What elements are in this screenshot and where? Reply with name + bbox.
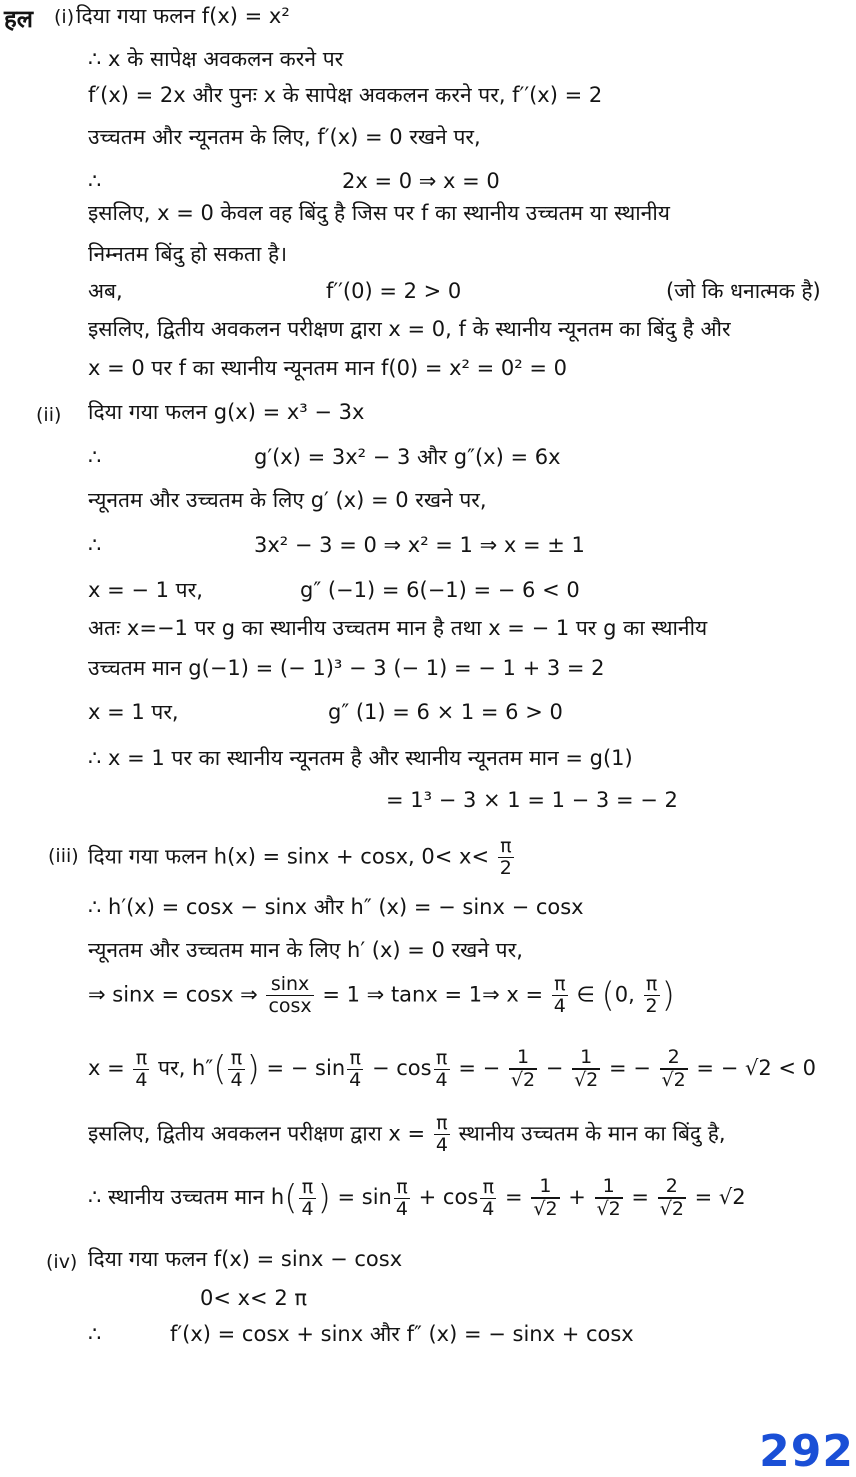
fraction-pi-over-4: $\frac{\pi}{4}$ [482,1175,495,1220]
line-18: g″ (1) = 6 × 1 = 6 > 0 [328,700,563,724]
line-29: 0< x< 2 π [200,1286,308,1310]
line-16: अतः x=−1 पर g का स्थानीय उच्चतम मान है तथा x = − 1 पर g का स्थानीय [88,616,708,640]
line-9: इसलिए, द्वितीय अवकलन परीक्षण द्वारा x = 0, f के स्थानीय न्यूनतम का बिंदु है और [88,317,731,341]
fraction-pi-over-4: $\frac{\pi}{4}$ [435,1046,448,1091]
line-13: न्यूनतम और उच्चतम के लिए g′ (x) = 0 रखने पर, [88,488,487,512]
line-19: ∴ x = 1 पर का स्थानीय न्यूनतम है और स्थानीय न्यूनतम मान = g(1) [88,746,633,770]
part-i-label: (i) [54,6,75,28]
fraction-pi-over-2: $\frac{\pi}{2}$ [645,973,658,1017]
line-8-note: (जो कि धनात्मक है) [666,279,821,303]
fraction-pi-over-4: $\frac{\pi}{4}$ [230,1046,243,1091]
line-15-label: x = − 1 पर, [88,578,203,602]
line-14-therefore: ∴ [88,533,102,557]
line-24: ⇒ sinx = cosx ⇒ $\frac{\sin x}{\cos x}$ = 1 ⇒ tanx = 1⇒ x = $\frac{\pi}{4}$ ∈ (0, $\frac{\pi}{2}$ ) [88,973,675,1017]
fraction-pi-over-4: $\frac{\pi}{4}$ [553,973,566,1017]
fraction-1-over-root2: $\frac{1}{√2}$ [574,1046,599,1091]
fraction-2-over-root2: $\frac{2}{√2}$ [659,1175,684,1220]
fraction-pi-over-4: $\frac{\pi}{4}$ [349,1046,362,1091]
line-5-therefore: ∴ [88,169,102,193]
line-21: दिया गया फलन h(x) = sinx + cosx, 0< x< $\frac{\pi}{2}$ [88,835,512,879]
fraction-sinx-over-cosx: $\frac{\sin x}{\cos x}$ [268,973,312,1017]
solution-heading: हल [4,5,34,33]
line-30: f′(x) = cosx + sinx और f″ (x) = − sinx + cosx [170,1322,634,1346]
line-3: f′(x) = 2x और पुनः x के सापेक्ष अवकलन करने पर, f′′(x) = 2 [88,83,603,107]
line-15: g″ (−1) = 6(−1) = − 6 < 0 [300,578,580,602]
line-10: x = 0 पर f का स्थानीय न्यूनतम मान f(0) = x² = 0² = 0 [88,356,567,380]
line-8: f′′(0) = 2 > 0 [326,279,462,303]
line-30-therefore: ∴ [88,1322,102,1346]
line-18-label: x = 1 पर, [88,700,179,724]
line-28: दिया गया फलन f(x) = sinx − cosx [88,1247,403,1271]
fraction-1-over-root2: $\frac{1}{√2}$ [533,1175,558,1220]
fraction-2-over-root2: $\frac{2}{√2}$ [661,1046,686,1091]
line-12-therefore: ∴ [88,445,102,469]
line-11: दिया गया फलन g(x) = x³ − 3x [88,400,365,424]
fraction-pi-over-4: $\frac{\pi}{4}$ [301,1175,314,1220]
line-27: ∴ स्थानीय उच्चतम मान h( $\frac{\pi}{4}$ ) = sin $\frac{\pi}{4}$ + cos $\frac{\pi}{4}$ = $\frac{1}{√2}$ + $\frac{1}{√2}$ = $\frac{2}{√2}$ = √2 [88,1175,746,1220]
fraction-pi-over-4: $\frac{\pi}{4}$ [435,1112,448,1156]
fraction-pi-over-4: $\frac{\pi}{4}$ [395,1175,408,1220]
line-1: दिया गया फलन f(x) = x² [76,4,290,28]
line-8-ab: अब, [88,279,123,303]
line-7: निम्नतम बिंदु हो सकता है। [88,242,288,266]
fraction-pi-over-2: $\frac{\pi}{2}$ [499,835,512,879]
fraction-pi-over-4: $\frac{\pi}{4}$ [135,1046,148,1091]
fraction-1-over-root2: $\frac{1}{√2}$ [510,1046,536,1091]
line-17: उच्चतम मान g(−1) = (− 1)³ − 3 (− 1) = − 1 + 3 = 2 [88,656,605,680]
line-14: 3x² − 3 = 0 ⇒ x² = 1 ⇒ x = ± 1 [254,533,585,557]
line-26: इसलिए, द्वितीय अवकलन परीक्षण द्वारा x = $\frac{\pi}{4}$ स्थानीय उच्चतम के मान का बिंदु है, [88,1112,726,1156]
line-20: = 1³ − 3 × 1 = 1 − 3 = − 2 [386,788,678,812]
line-22: ∴ h′(x) = cosx − sinx और h″ (x) = − sinx − cosx [88,895,584,919]
fraction-1-over-root2: $\frac{1}{√2}$ [596,1175,621,1220]
part-ii-label: (ii) [36,404,62,426]
line-25: x = $\frac{\pi}{4}$ पर, h″( $\frac{\pi}{4}$ ) = − sin $\frac{\pi}{4}$ − cos $\frac{\pi}{4}$ = − $\frac{1}{√2}$ − $\frac{1}{√2}$ = − $\frac{2}{√2}$ = − √2 < 0 [88,1046,817,1091]
page-number: 292 [759,1426,854,1477]
line-2: ∴ x के सापेक्ष अवकलन करने पर [88,47,344,71]
part-iv-label: (iv) [46,1251,78,1273]
line-6: इसलिए, x = 0 केवल वह बिंदु है जिस पर f का स्थानीय उच्चतम या स्थानीय [88,201,670,225]
line-4: उच्चतम और न्यूनतम के लिए, f′(x) = 0 रखने पर, [88,125,481,149]
line-5: 2x = 0 ⇒ x = 0 [342,169,500,193]
part-iii-label: (iii) [48,845,79,867]
line-12: g′(x) = 3x² − 3 और g″(x) = 6x [254,445,561,469]
line-23: न्यूनतम और उच्चतम मान के लिए h′ (x) = 0 रखने पर, [88,938,523,962]
